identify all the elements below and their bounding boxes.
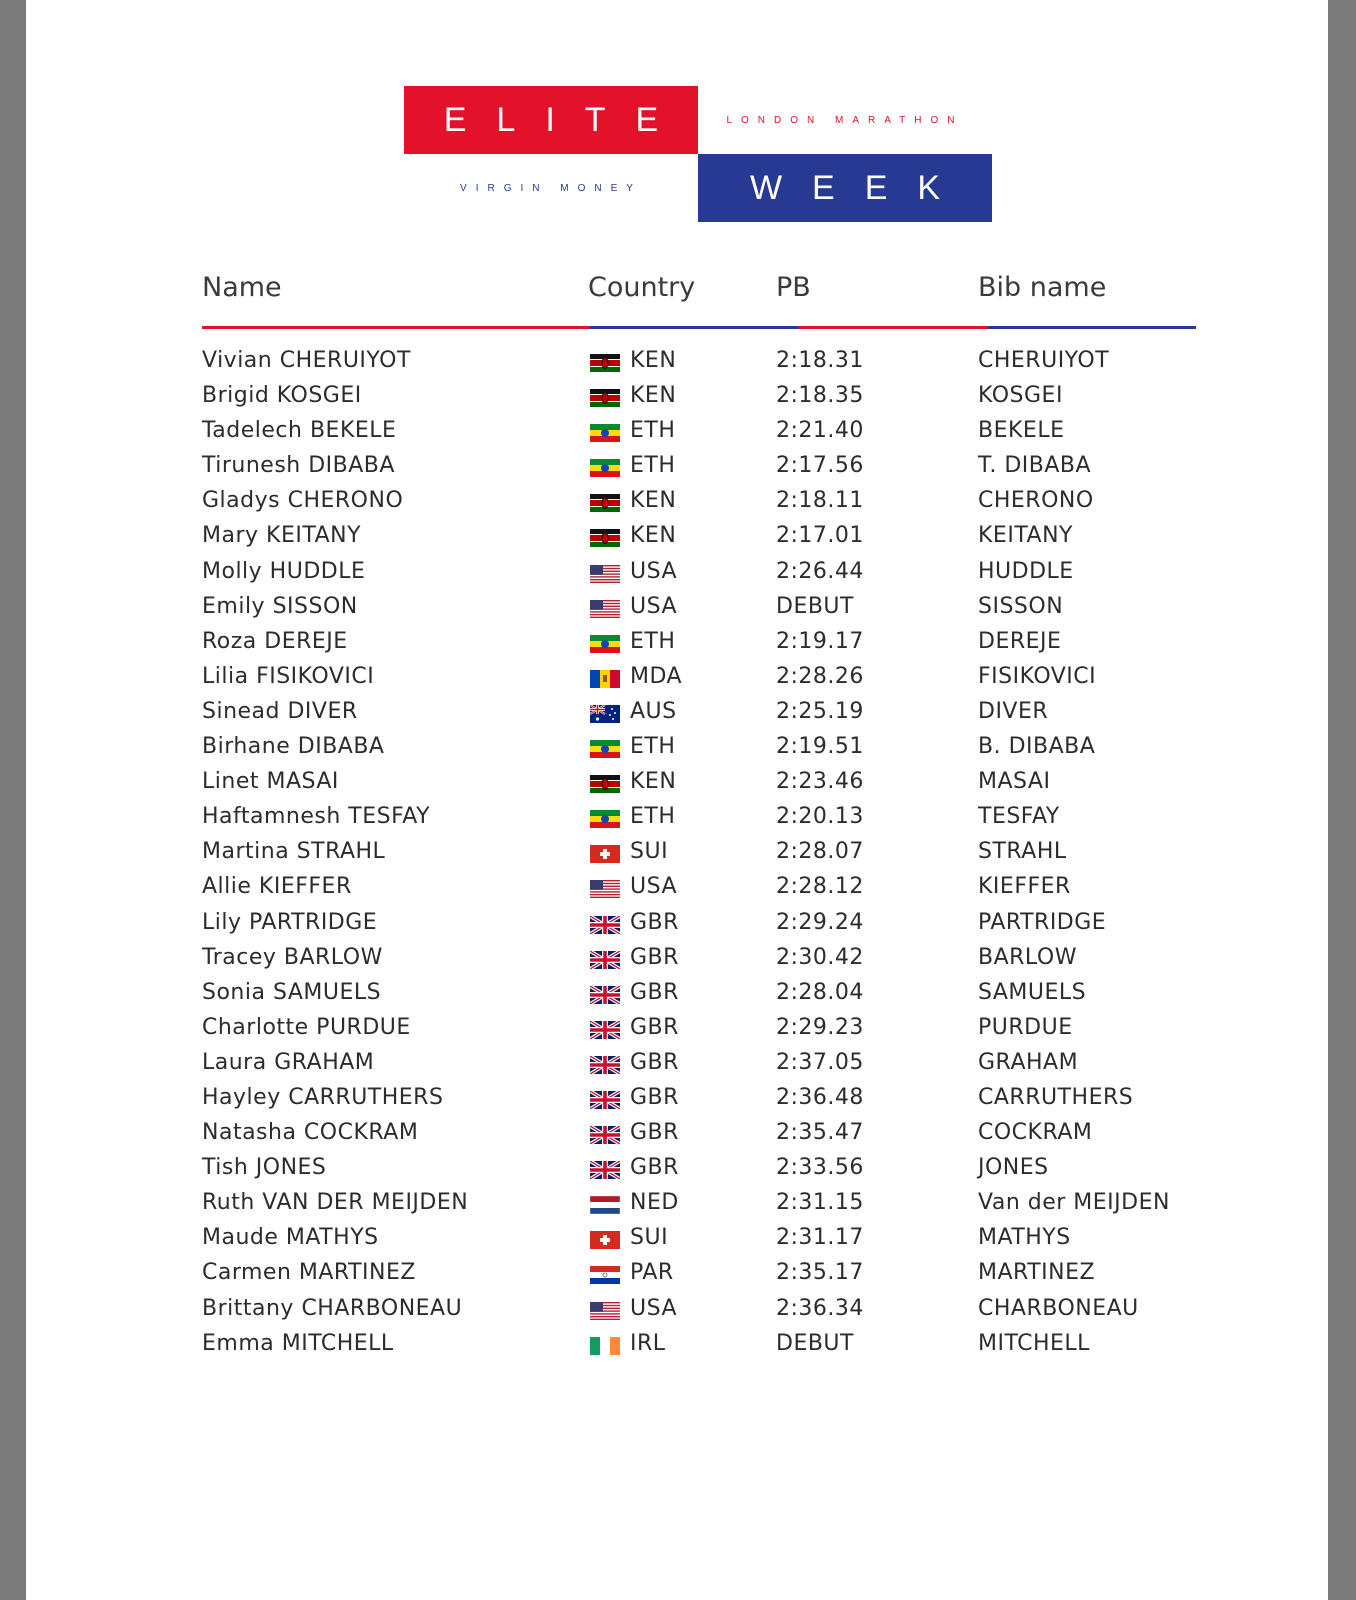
header-bib-name: Bib name (978, 272, 1107, 303)
bib-name: CHERUIYOT (978, 348, 1110, 373)
table-row (202, 449, 1222, 484)
country-code: ETH (630, 418, 676, 444)
bib-name: MASAI (978, 769, 1051, 795)
ireland-flag-icon (590, 1337, 620, 1355)
athlete-name: Birhane DIBABA (202, 734, 385, 760)
table-row (202, 555, 1222, 590)
personal-best: 2:29.24 (776, 909, 864, 935)
table-row (202, 1292, 1222, 1327)
bib-name: GRAHAM (978, 1049, 1079, 1075)
athlete-name: Emma MITCHELL (202, 1330, 394, 1356)
personal-best: 2:36.34 (776, 1295, 864, 1321)
table-row (202, 1011, 1222, 1046)
ethiopia-flag-icon (590, 810, 620, 828)
country-code: USA (630, 593, 678, 619)
personal-best: 2:31.17 (776, 1225, 864, 1251)
athlete-name: Tadelech BEKELE (202, 418, 397, 444)
personal-best: 2:36.48 (776, 1084, 864, 1110)
elite-week-logo (404, 86, 1020, 222)
athlete-name: Carmen MARTINEZ (202, 1260, 416, 1286)
bib-name: KEITANY (978, 523, 1073, 549)
bib-name: KIEFFER (978, 874, 1071, 900)
table-row (202, 906, 1222, 941)
athlete-name: Hayley CARRUTHERS (202, 1084, 444, 1110)
logo-word-top: ELITE (443, 100, 689, 139)
personal-best: 2:17.56 (776, 453, 864, 479)
bib-name: Van der MEIJDEN (978, 1190, 1170, 1216)
uk-flag-icon (590, 1056, 620, 1074)
elite-field-table (202, 266, 1222, 1356)
personal-best: 2:28.04 (776, 979, 864, 1005)
country-code: MDA (630, 663, 683, 689)
document-page (26, 0, 1328, 1600)
country-code: PAR (630, 1260, 674, 1286)
ethiopia-flag-icon (590, 635, 620, 653)
country-code: SUI (630, 839, 669, 865)
table-row (202, 1221, 1222, 1256)
table-row (202, 344, 1222, 379)
country-code: KEN (630, 383, 677, 409)
athlete-name: Natasha COCKRAM (202, 1120, 419, 1146)
personal-best: 2:26.44 (776, 558, 864, 584)
bib-name: PURDUE (978, 1014, 1073, 1040)
switzerland-flag-icon (590, 845, 620, 863)
australia-flag-icon (590, 705, 620, 723)
bib-name: KOSGEI (978, 383, 1063, 409)
athlete-name: Roza DEREJE (202, 628, 348, 654)
country-code: USA (630, 558, 678, 584)
country-code: IRL (630, 1330, 666, 1356)
logo-blue-block (698, 154, 992, 222)
country-code: USA (630, 1295, 678, 1321)
athlete-name: Allie KIEFFER (202, 874, 352, 900)
header-divider (202, 326, 1196, 329)
table-row (202, 730, 1222, 765)
country-code: GBR (630, 1014, 679, 1040)
athlete-name: Tish JONES (202, 1155, 327, 1181)
bib-name: SISSON (978, 593, 1064, 619)
personal-best: 2:19.51 (776, 734, 864, 760)
bib-name: CHARBONEAU (978, 1295, 1139, 1321)
bib-name: DEREJE (978, 628, 1062, 654)
personal-best: 2:25.19 (776, 698, 864, 724)
logo-word-bottom: WEEK (749, 168, 971, 207)
country-code: NED (630, 1190, 679, 1216)
bib-name: T. DIBABA (978, 453, 1092, 479)
table-body (202, 344, 1222, 1362)
uk-flag-icon (590, 951, 620, 969)
bib-name: HUDDLE (978, 558, 1074, 584)
country-code: ETH (630, 734, 676, 760)
bib-name: STRAHL (978, 839, 1067, 865)
table-row (202, 695, 1222, 730)
bib-name: CHERONO (978, 488, 1094, 514)
logo-subtitle-top (698, 86, 992, 154)
bib-name: JONES (978, 1155, 1049, 1181)
personal-best: 2:20.13 (776, 804, 864, 830)
personal-best: 2:37.05 (776, 1049, 864, 1075)
personal-best: 2:28.12 (776, 874, 864, 900)
ethiopia-flag-icon (590, 740, 620, 758)
athlete-name: Charlotte PURDUE (202, 1014, 411, 1040)
switzerland-flag-icon (590, 1231, 620, 1249)
personal-best: 2:30.42 (776, 944, 864, 970)
bib-name: MARTINEZ (978, 1260, 1096, 1286)
table-header (202, 266, 1222, 326)
logo-subtitle-bottom (404, 154, 698, 222)
personal-best: 2:21.40 (776, 418, 864, 444)
table-row (202, 976, 1222, 1011)
personal-best: 2:28.07 (776, 839, 864, 865)
athlete-name: Brittany CHARBONEAU (202, 1295, 463, 1321)
country-code: KEN (630, 488, 677, 514)
uk-flag-icon (590, 1091, 620, 1109)
table-row (202, 1256, 1222, 1291)
personal-best: 2:29.23 (776, 1014, 864, 1040)
country-code: SUI (630, 1225, 669, 1251)
bib-name: MITCHELL (978, 1330, 1090, 1356)
country-code: GBR (630, 909, 679, 935)
usa-flag-icon (590, 880, 620, 898)
bib-name: MATHYS (978, 1225, 1071, 1251)
athlete-name: Laura GRAHAM (202, 1049, 375, 1075)
athlete-name: Mary KEITANY (202, 523, 362, 549)
logo-small-top: LONDON MARATHON (726, 114, 964, 126)
athlete-name: Haftamnesh TESFAY (202, 804, 431, 830)
personal-best: 2:33.56 (776, 1155, 864, 1181)
bib-name: SAMUELS (978, 979, 1087, 1005)
bib-name: BARLOW (978, 944, 1077, 970)
personal-best: 2:31.15 (776, 1190, 864, 1216)
bib-name: B. DIBABA (978, 734, 1096, 760)
athlete-name: Maude MATHYS (202, 1225, 379, 1251)
table-row (202, 1046, 1222, 1081)
table-row (202, 484, 1222, 519)
country-code: ETH (630, 628, 676, 654)
table-row (202, 590, 1222, 625)
moldova-flag-icon (590, 670, 620, 688)
table-row (202, 1151, 1222, 1186)
country-code: AUS (630, 698, 677, 724)
header-country: Country (588, 272, 696, 303)
country-code: GBR (630, 1049, 679, 1075)
athlete-name: Emily SISSON (202, 593, 358, 619)
personal-best: 2:18.11 (776, 488, 864, 514)
kenya-flag-icon (590, 529, 620, 547)
kenya-flag-icon (590, 389, 620, 407)
uk-flag-icon (590, 1161, 620, 1179)
personal-best: 2:18.31 (776, 348, 864, 373)
country-code: GBR (630, 1155, 679, 1181)
bib-name: FISIKOVICI (978, 663, 1097, 689)
kenya-flag-icon (590, 494, 620, 512)
ethiopia-flag-icon (590, 459, 620, 477)
country-code: KEN (630, 348, 677, 373)
athlete-name: Sonia SAMUELS (202, 979, 382, 1005)
bib-name: DIVER (978, 698, 1049, 724)
country-code: GBR (630, 1120, 679, 1146)
usa-flag-icon (590, 1302, 620, 1320)
table-row (202, 941, 1222, 976)
athlete-name: Vivian CHERUIYOT (202, 348, 411, 373)
athlete-name: Lily PARTRIDGE (202, 909, 378, 935)
table-row (202, 1081, 1222, 1116)
table-row (202, 1116, 1222, 1151)
athlete-name: Molly HUDDLE (202, 558, 366, 584)
athlete-name: Brigid KOSGEI (202, 383, 362, 409)
table-row (202, 765, 1222, 800)
country-code: KEN (630, 523, 677, 549)
country-code: KEN (630, 769, 677, 795)
logo-small-bottom: VIRGIN MONEY (460, 182, 642, 194)
bib-name: COCKRAM (978, 1120, 1093, 1146)
personal-best: 2:19.17 (776, 628, 864, 654)
logo-red-block (404, 86, 698, 154)
country-code: ETH (630, 804, 676, 830)
header-pb: PB (776, 272, 811, 303)
paraguay-flag-icon (590, 1266, 620, 1284)
ethiopia-flag-icon (590, 424, 620, 442)
country-code: USA (630, 874, 678, 900)
athlete-name: Ruth VAN DER MEIJDEN (202, 1190, 469, 1216)
athlete-name: Gladys CHERONO (202, 488, 404, 514)
athlete-name: Tirunesh DIBABA (202, 453, 395, 479)
table-row (202, 1327, 1222, 1362)
bib-name: BEKELE (978, 418, 1065, 444)
personal-best: 2:35.17 (776, 1260, 864, 1286)
table-row (202, 519, 1222, 554)
kenya-flag-icon (590, 775, 620, 793)
uk-flag-icon (590, 916, 620, 934)
table-row (202, 414, 1222, 449)
usa-flag-icon (590, 600, 620, 618)
athlete-name: Tracey BARLOW (202, 944, 383, 970)
country-code: GBR (630, 944, 679, 970)
table-row (202, 379, 1222, 414)
uk-flag-icon (590, 986, 620, 1004)
table-row (202, 625, 1222, 660)
table-row (202, 870, 1222, 905)
bib-name: TESFAY (978, 804, 1060, 830)
personal-best: DEBUT (776, 1330, 854, 1356)
athlete-name: Linet MASAI (202, 769, 339, 795)
table-row (202, 1186, 1222, 1221)
country-code: GBR (630, 1084, 679, 1110)
uk-flag-icon (590, 1126, 620, 1144)
personal-best: 2:35.47 (776, 1120, 864, 1146)
header-name: Name (202, 272, 282, 303)
table-row (202, 800, 1222, 835)
country-code: GBR (630, 979, 679, 1005)
personal-best: 2:28.26 (776, 663, 864, 689)
uk-flag-icon (590, 1021, 620, 1039)
bib-name: PARTRIDGE (978, 909, 1107, 935)
usa-flag-icon (590, 565, 620, 583)
netherlands-flag-icon (590, 1196, 620, 1214)
personal-best: 2:23.46 (776, 769, 864, 795)
kenya-flag-icon (590, 354, 620, 372)
athlete-name: Martina STRAHL (202, 839, 386, 865)
personal-best: 2:18.35 (776, 383, 864, 409)
bib-name: CARRUTHERS (978, 1084, 1134, 1110)
country-code: ETH (630, 453, 676, 479)
personal-best: 2:17.01 (776, 523, 864, 549)
table-row (202, 660, 1222, 695)
table-row (202, 835, 1222, 870)
personal-best: DEBUT (776, 593, 854, 619)
athlete-name: Lilia FISIKOVICI (202, 663, 375, 689)
athlete-name: Sinead DIVER (202, 698, 358, 724)
